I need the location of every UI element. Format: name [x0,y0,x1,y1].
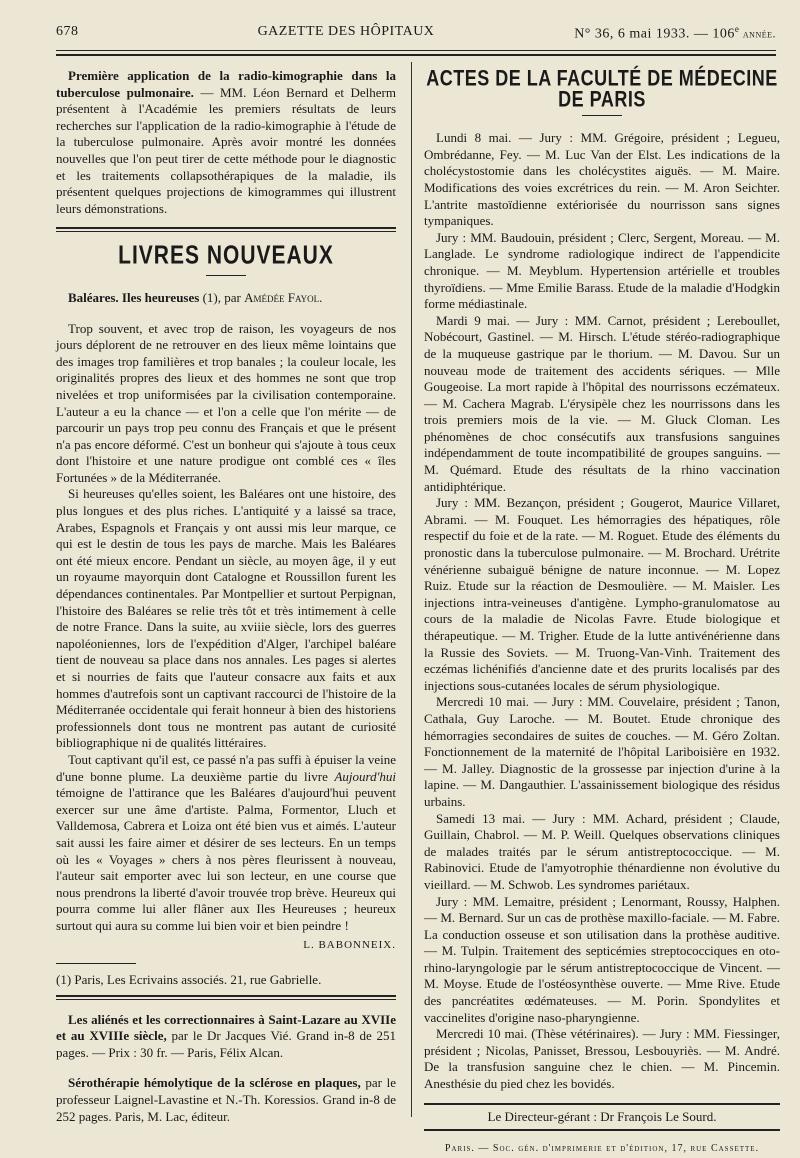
actes-entry-2: Jury : MM. Baudouin, président ; Clerc, Sergent, Moreau. — M. Langlade. Le syndrome radiologique indirect de l'appendicite chronique. — M. Meyblum. Hypertension artérielle et troubles thyroïdiens. — Mme Emilie Barass. Etude de la maladie d'Hodgkin forme médiastinale. [424,229,780,312]
sero-rest: par le professeur Laignel-Lavastine et N.-Th. Koressios. Grand in-8 de 252 pages. Paris, M. Lac, éditeur. [56,1075,396,1124]
actes-entry-6: Samedi 13 mai. — Jury : MM. Achard, président ; Claude, Guillain, Chabrol. — M. P. Weill. Quelques observations cliniques de malades traités par le sérum antistreptococcique. — M. Rabinovici. Etude de l'amyotrophie thénardienne non évolutive du vieillard. — M. Schwob. Les syndromes pariétaux. [424,810,780,892]
header-rule-thick [56,54,776,56]
printer-line: Paris. — Soc. gén. d'imprimerie et d'édition, 17, rue Cassette. [444,1143,760,1155]
para3-b: témoigne de l'attirance que les Baléares d'aujourd'hui peuvent exercer sur une âme d'artiste. Palma, Formentor, Lluch et Valldemosa, Cabrera et Loiza ont été bien vus et aimés. L'auteur sait aussi les faire aimer et désirer de ses lecteurs. En un temps où les « Voyages » chers à nos pères fleurissent à nouveau, l'auteur sait emporter avec lui son lecteur, en une course que nous prendrons la liberté d'avoir trouvée trop brève. Heureux qui pourra comme lui aller flâner aux Iles Heureuses ; heureux surtout qui aura su comme lui bien voir et bien peindre ! [56,785,396,933]
alienes-entry [56,1012,396,1062]
column-divider [411,62,412,1117]
gerant-line: Le Directeur-gérant : Dr François Le Sourd. [424,1103,780,1132]
radio-text: présentent à l'Académie les premiers résultats de leurs recherches sur l'application de la radio-kimographie à l'étude de la tuberculose pulmonaire. Après avoir montré les données nouvelles que l'on peut tirer de cette méthode pour le diagnostic et les traitements collapsothérapiques de la maladie, ils présentent quelques projections de kimogrammes qui illustrent leurs démonstrations. [56,101,396,216]
right-column [424,65,780,1158]
alienes-title: Les aliénés et les correctionnaires à Saint-Lazare au XVIIe et au XVIIIe siècle, [56,1011,396,1044]
footnote: (1) Paris, Les Ecrivains associés. 21, rue Gabrielle. [56,972,322,988]
page-number: 678 [56,24,79,39]
actes-title-rule [582,115,622,116]
review-signature: L. BABONNEIX. [303,938,396,951]
actes-entry-4: Jury : MM. Bezançon, président ; Gougerot, Maurice Villaret, Abrami. — M. Fouquet. Les hémorragies des hépatiques, rôle respectif du foie et de la rate. — M. Roguet. Etude des éléments du pronostic dans la tuberculose pulmonaire. — M. Brochard. Urétrite vénérienne subaiguë bénigne de nature inconnue. — M. Lopez Ruiz. Etude sur la réaction de Desmoulière. — M. Maisler. Les injections intra-veineuses d'antigène. Lympho-granulomatose au cours de la maladie de Nicolas Favre. Etude biologique et thérapeutique. — M. Trigher. Etude de la lutte antivénérienne dans la Russie des Soviets. — M. Truong-Van-Vinh. Traitement des eczémas lichénifiés d'ancienne date et des prurits localisés par des injections sous-cutanées locales de sérum physiologique. [424,495,780,693]
spacer [56,307,396,321]
sero-title: Sérothérapie hémolytique de la sclérose en plaques, [68,1075,361,1091]
issue-tail: année. [739,26,776,41]
baleares-note: (1), par [199,289,245,305]
actes-entry-7: Jury : MM. Lemaitre, président ; Lenormant, Roussy, Halphen. — M. Bernard. Sur un cas de prothèse maxillo-faciale. — M. Fabre. La conduction osseuse et son utilisation dans la prothèse auditive. — M. Tulpin. Traitement des septicémies streptococciques en oto-rhino-laryngologie par le sérum antistreptococcique de Vincent. — M. Moyse. Etude de l'ostéosynthèse ouverte. — Mme Rive. Etude des pancréatites œdémateuses. — M. Porin. Spondylites et vaccinelites d'origine naso-pharyngienne. [424,893,780,1025]
review-paragraph-2: Si heureuses qu'elles soient, les Baléares ont une histoire, des plus longues et des plus riches. L'antiquité y a laissé sa trace, Arabes, Espagnols et Français y ont aussi mis leur marque, ce qui est le destin de tous les pays de marche. Mais les Baléares ont été mieux encore. Pendant un siècle, au moyen âge, il y eut un royaume mayorquin dont Catalogne et Roussillon furent les dépendances continentales. Par Montpellier et surtout Perpignan, l'histoire des Baléares se relie très tôt et très intimement à celle de notre France. Dans la suite, au xviiie siècle, lors des guerres napoléoniennes, lors de l'expédition d'Alger, l'archipel baléare tient de nouveau sa place dans nos annales. Les pages si alertes et si nourries de faits que l'auteur consacre aux faits et aux hommes d'autrefois sont un captivant raccourci de l'histoire de la Méditerranée occidentale qui ferait honneur à bien des historiens professionnels dont tous ne montrent pas autant de curiosité bibliographique ni de qualités littéraires. [56,486,396,751]
livres-title: LIVRES NOUVEAUX [118,241,334,271]
page-header [56,24,776,46]
actes-entry-1: Lundi 8 mai. — Jury : MM. Grégoire, président ; Legueu, Ombrédanne, Fey. — M. Luc Van der Elst. Les indications de la cholécystostomie dans les cholécystites aiguës. — M. Maire. Modifications des voies excrétrices du rein. — M. Aron Seichter. L'antrite mastoïdienne extériorisée du nourrisson sans signes tympaniques. [424,130,780,229]
issue-info [574,24,776,43]
radio-authors: — MM. Léon Bernard et Delherm [193,84,396,100]
title-rule [206,275,246,276]
review-paragraph-3 [56,752,396,935]
review-paragraph-1: Trop souvent, et avec trop de raison, les voyageurs de nos jours déplorent de ne retrouver en des lieux même lointains que des images trop familières et trop banales ; la couleur locale, les originalités propres des lieux et des hommes ne sont que trop nivelées et trop uniformisées par la civilisation contemporaine. L'auteur a eu la chance — et l'on a celle que l'on mérite — de parcourir un pays trop peu connu des Français et que le présent n'a pas encore déformé. C'est un bonheur qui s'ajoute à tous ceux dont l'histoire et une nature prodigue ont comblé ces « îles Fortunées » de la Méditerranée. [56,320,396,485]
actes-entry-5: Mercredi 10 mai. — Jury : MM. Couvelaire, président ; Tanon, Cathala, Guy Laroche. — M. Boutet. Etude chronique des hémorragies secondaires de suites de couches. — M. Géro Zoltan. Fonctionnement de la maternité de l'hôpital Lariboisière en 1932. — M. Jalley. Diagnostic de la grossesse par injection d'urine à la lapine. — M. Dangauthier. L'assainissement biologique des résidus urbains. [424,694,780,809]
footnote-rule [56,963,136,964]
alienes-rest: par le Dr Jacques Vié. Grand in-8 de 251 pages. — Prix : 30 fr. — Paris, Félix Alcan. [56,1028,396,1060]
journal-title: GAZETTE DES HÔPITAUX [257,24,435,39]
actes-entry-3: Mardi 9 mai. — Jury : MM. Carnot, président ; Lereboullet, Nobécourt, Gastinel. — M. Hirsch. L'étude stéréo-radiographique de la muqueuse gastrique par le thorium. — M. Davou. Sur un nouveau mode de traitement des accidents sériques. — Mlle Gougeoise. La mort rapide à l'hôpital des nourrissons eczémateux. — M. Cachera Magrab. L'érysipèle chez les nourrissons dans les trois premiers mois de la vie. — M. Gluck Cloman. Les phénomènes de choc consécutifs aux transfusions sanguines indépendamment de toute incompatibilité de groupes sanguins. — M. Quémard. Etude des résultats de la rhino vaccination antidiphtérique. [424,312,780,494]
actes-entry-8: Mercredi 10 mai. (Thèse vétérinaires). — Jury : MM. Fiessinger, président ; Nicolas, Panisset, Bressou, Lesbouyriès. — M. André. De la transfusion sanguine chez le chien. — M. Pincemin. Anesthésie du pied chez les bovidés. [424,1026,780,1092]
para3-a: Tout captivant qu'il est, ce passé n'a pas suffi à épuiser la veine d'une bonne plume. La deuxième partie du livre [56,751,396,784]
baleares-title: Baléares. Iles heureuses [68,289,200,305]
actes-title: ACTES DE LA FACULTÉ DE MÉDECINE DE PARIS [426,65,778,112]
left-column [56,68,396,1125]
issue-sup: e [734,24,740,34]
issue-text: N° 36, 6 mai 1933. — 106 [574,26,735,42]
para3-italic: Aujourd'hui [334,768,396,784]
sero-entry [56,1075,396,1125]
baleares-heading [56,290,396,307]
baleares-author: Amédée Fayol. [244,289,323,305]
section-rule [56,227,396,232]
header-rule [56,50,776,51]
radio-article [56,68,396,217]
section-rule-2 [56,995,396,1000]
radio-title: Première application de la radio-kimographie dans la tuberculose pulmonaire. [56,68,396,100]
